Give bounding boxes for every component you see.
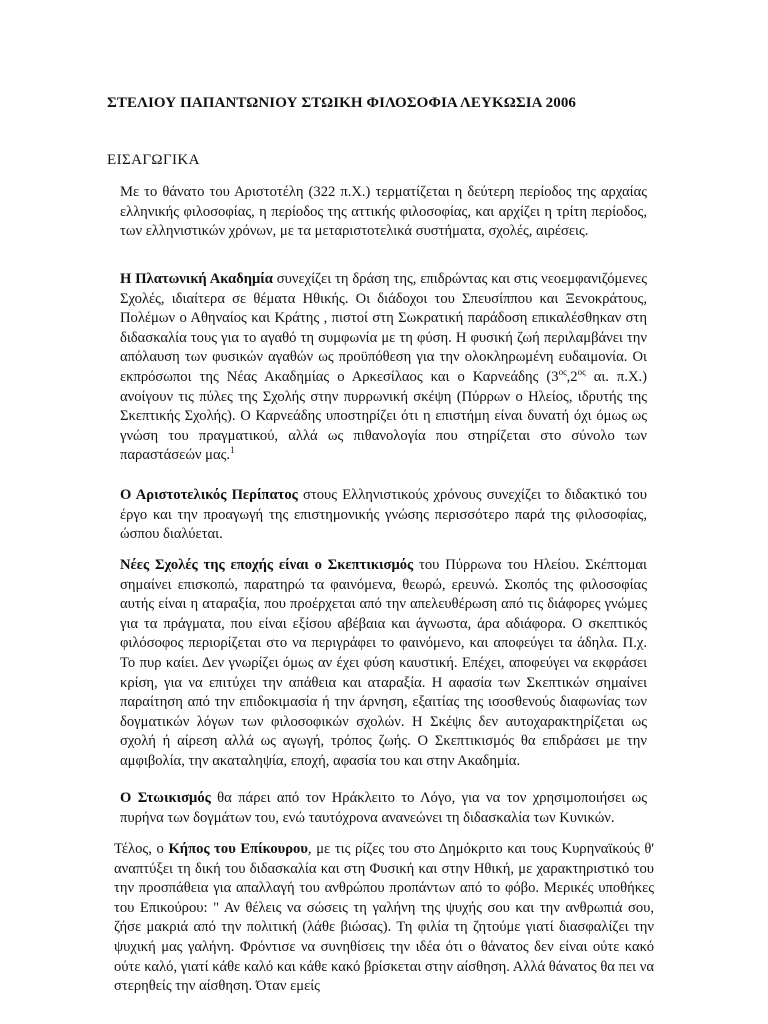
section-heading: ΕΙΣΑΓΩΓΙΚΑ [107,152,200,168]
paragraph-stoicism [120,789,647,828]
paragraph-text: συνεχίζει τη δράση της, επιδρώντας και στις νεοεμφανιζόμενες Σχολές, ιδιαίτερα σε θέματα Ηθικής. Οι διάδοχοι του Σπευσίππου και Ξενοκράτους, Πολέμων ο Αθηναίος και Κράτης , πιστοί στη Σωκρατική παράδοση επικαλέσθηκαν στη διδασκαλία τους για το αγαθό τη συμφωνία με τη φύση. Η φυσική ζωή περιλαμβάνει την απόλαυση των φυσικών αγαθών ως προϋπόθεση για την ολοκληρωμένη ευδαιμονία. Οι εκπρόσωποι της Νέας Ακαδημίας ο Αρκεσίλαος και ο Καρνεάδης (3 [120,271,647,385]
paragraph-text: του Πύρρωνα του Ηλείου. Σκέπτομαι σημαίνει επισκοπώ, παρατηρώ τα φαινόμενα, θεωρώ, ερευνώ. Σκοπός της φιλοσοφίας αυτής είναι η αταραξία, που προέρχεται από την απελευθέρωση από τις διάφορες γνώμες για τα πράγματα, που είναι εξίσου αβέβαια και άγνωστα, άρα αδιάφορα. Ο σκεπτικός φιλόσοφος περιορίζεται στο να περιγράφει το φαινόμενο, και αποφεύγει τα άδηλα. Π.χ. Το πυρ καίει. Δεν γνωρίζει όμως αν έχει φύση καυστική. Επέχει, αποφεύγει να εκφράσει κρίση, για να επιτύχει την απάθεια και αταραξία. Η αφασία των Σκεπτικών σημαίνει παραίτηση από την επιδοκιμασία ή την άρνηση, εξαιτίας της ισοσθενούς διαφωνίας των δογματικών λόγων των φιλοσοφικών σχολών. Η Σκέψις δεν αυτοχαρακτηρίζεται ως σχολή ή αίρεση αλλά ως αγωγή, τρόπος ζωής. Ο Σκεπτικισμός θα επιδράσει με την αμφιβολία, την ακαταληψία, εποχή, αφασία του και στην Ακαδημία. [120,557,647,769]
paragraph-intro [120,183,647,242]
document-title: ΣΤΕΛΙΟΥ ΠΑΠΑΝΤΩΝΙΟΥ ΣΤΩΙΚΗ ΦΙΛΟΣΟΦΙΑ ΛΕΥΚΩΣΙΑ 2006 [107,95,577,111]
paragraph-text: αι. π.Χ.) ανοίγουν τις πύλες της Σχολής στην πυρρωνική σκέψη (Πύρρων ο Ηλείος, ιδρυτής της Σκεπτικής Σχολής). Ο Καρνεάδης υποστηρίζει ότι η επιστήμη είναι δυνατή όχι όμως ως γνώση του πραγματικού, αλλά ως πιθανολογία που στηρίζεται στο σύνολο των παραστάσεών μας. [120,368,647,464]
paragraph-text: Τέλος, ο [114,841,169,857]
paragraph-text: στους Ελληνιστικούς χρόνους συνεχίζει το διδακτικό του έργο και την προαγωγή της επιστημονικής γνώσης περισσότερο παρά της φιλοσοφίας, ώσπου διαλύεται. [120,487,647,543]
paragraph-bold-term: Κήπος του Επίκουρου [168,841,308,857]
paragraph-aristotelian-peripatos [120,486,647,545]
footnote-marker[interactable]: 1 [230,445,235,456]
superscript: ος [558,367,567,378]
paragraph-bold-term: Ο Αριστοτελικός Περίπατος [120,487,298,503]
paragraph-text: ,2 [566,368,578,385]
paragraph-skepticism [120,556,647,772]
paragraph-text: Με το θάνατο του Αριστοτέλη (322 π.Χ.) τερματίζεται η δεύτερη περίοδος της αρχαίας ελληνικής φιλοσοφίας, η περίοδος της αττικής φιλοσοφίας, και αρχίζει η τρίτη περίοδος, των ελληνιστικών χρόνων, με τα μεταριστοτελικά συστήματα, σχολές, αιρέσεις. [120,184,647,240]
superscript: ος [577,367,586,378]
paragraph-bold-term: Νέες Σχολές της εποχής είναι ο Σκεπτικισμός [120,557,414,573]
paragraph-text: θα πάρει από τον Ηράκλειτο το Λόγο, για να τον χρησιμοποιήσει ως πυρήνα των δογμάτων του, ενώ ταυτόχρονα ανανεώνει τη διδασκαλία των Κυνικών. [120,790,647,826]
paragraph-bold-term: Ο Στωικισμός [120,790,211,806]
paragraph-epicurus-garden [114,840,654,997]
paragraph-bold-term: Η Πλατωνική Ακαδημία [120,271,273,287]
paragraph-platonic-academy [120,270,647,466]
paragraph-text: , με τις ρίζες του στο Δημόκριτο και τους Κυρηναϊκούς θ' αναπτύξει τη δική του διδασκαλία και στη Φυσική και στην Ηθική, με χαρακτηριστικό του την προσπάθεια για απαλλαγή του ανθρώπου προπάντων από το φόβο. Μερικές υποθήκες του Επικούρου: " Αν θέλεις να σώσεις τη γαλήνη της ψυχής σου και την ανθρωπιά σου, ζήσε μακριά από την πολιτική (λάθε βιώσας). Τη φιλία τη ζητούμε γιατί διασφαλίζει την ψυχική μας γαλήνη. Φρόντισε να συνηθίσεις την ιδέα ότι ο θάνατος δεν είναι ούτε κακό ούτε καλό, γιατί κάθε καλό και κάθε κακό βρίσκεται στην αίσθηση. Αλλά θάνατος θα πει να στερηθείς την αίσθηση. Όταν εμείς [114,841,654,995]
